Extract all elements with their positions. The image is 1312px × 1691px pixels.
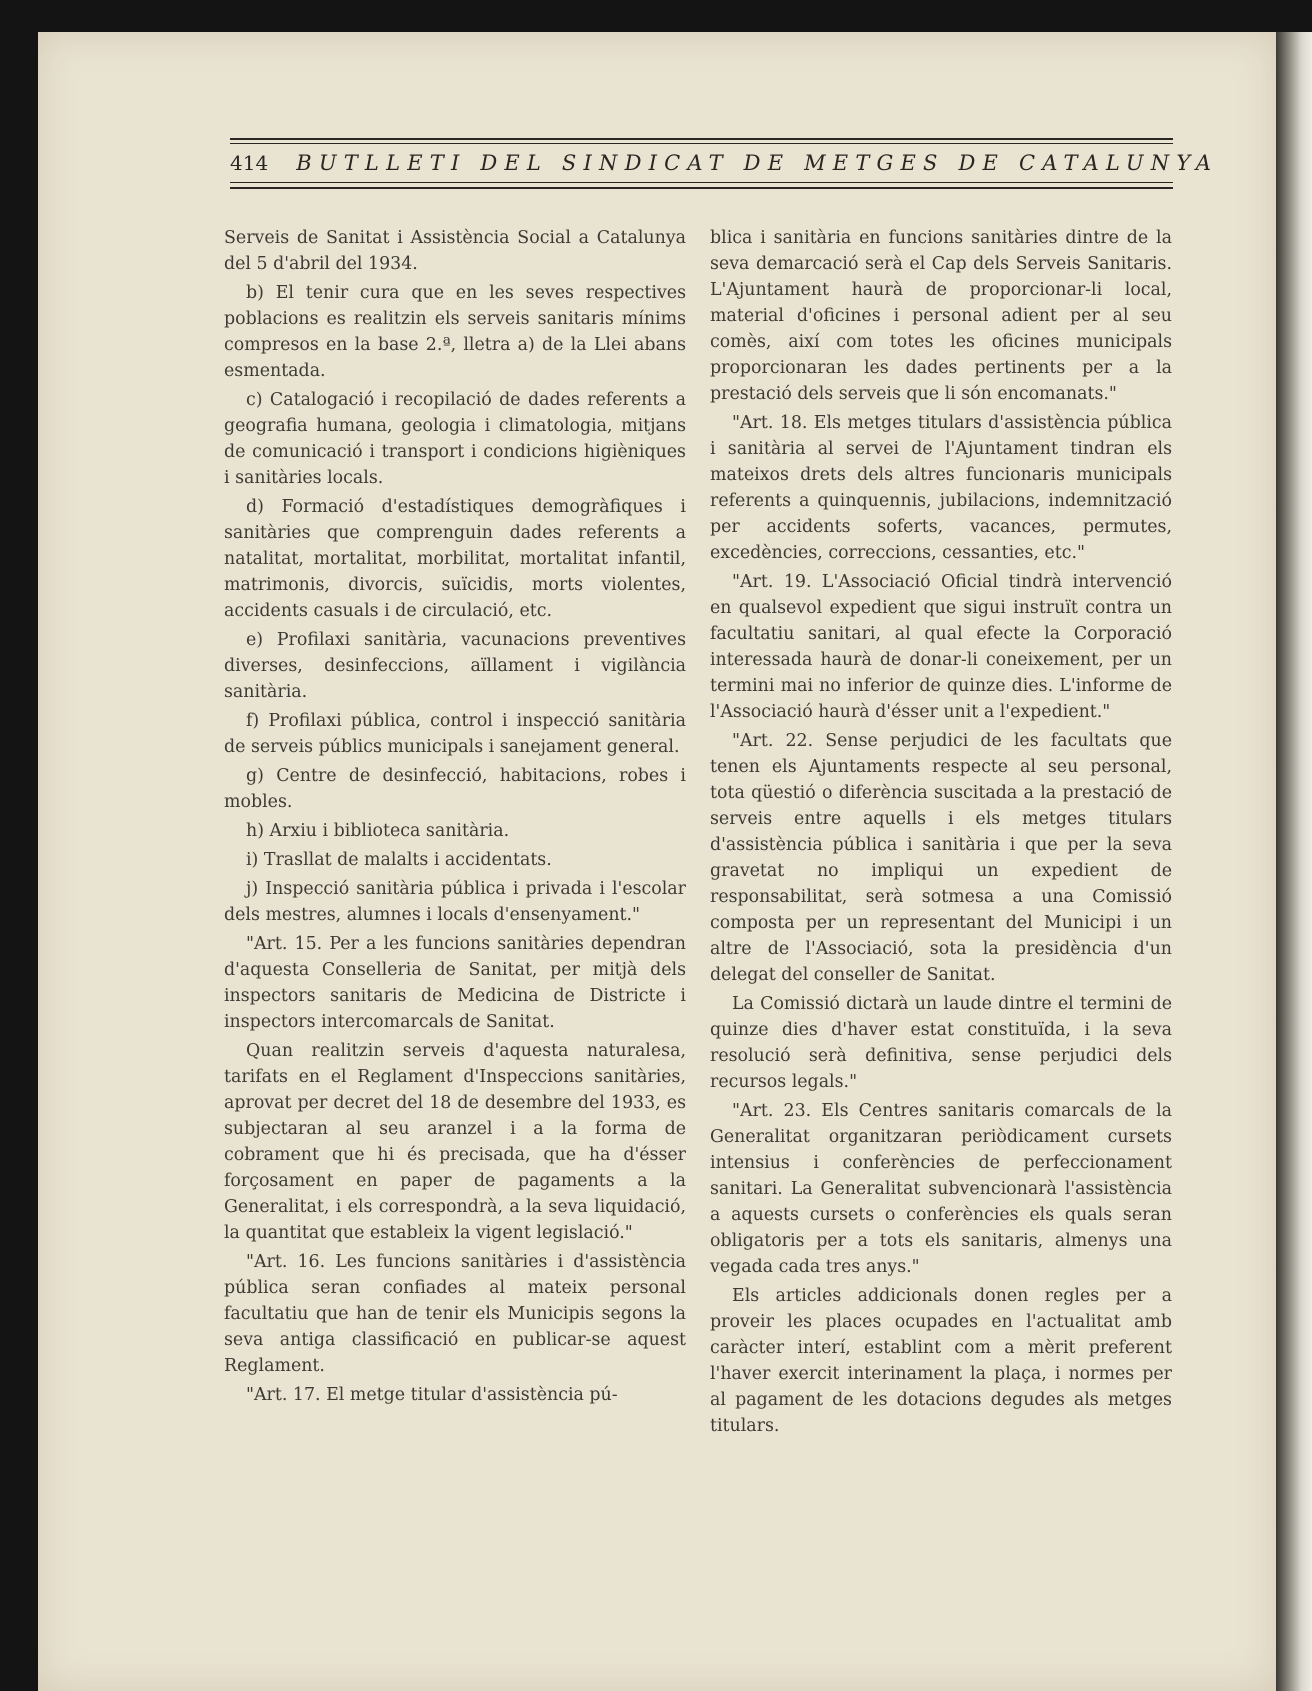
paragraph: "Art. 17. El metge titular d'assistència pú- xyxy=(246,1385,618,1405)
paragraph: h) Arxiu i biblioteca sanitària. xyxy=(246,821,510,841)
paragraph: d) Formació d'estadístiques demogràfiques i sanitàries que comprenguin dades referents a natalitat, mortalitat, morbilitat, mortalitat infantil, matrimonis, divorcis, suïcidis, morts violentes, accidents casuals i de circulació, etc. xyxy=(224,497,686,621)
page-edge-shadow xyxy=(1276,32,1312,1691)
paragraph: "Art. 18. Els metges titulars d'assistència pública i sanitària al servei de l'Ajuntament tindran els mateixos drets dels altres funcionaris municipals referents a quinquennis, jubilacions, indemnització per accidents soferts, vacances, permutes, excedències, correccions, cessanties, etc." xyxy=(710,413,1172,563)
header-bottom-rule xyxy=(230,187,1173,189)
header-text xyxy=(230,148,1219,178)
journal-title: BUTLLETI DEL SINDICAT DE METGES DE CATALUNYA xyxy=(296,151,1219,175)
paragraph: "Art. 15. Per a les funcions sanitàries dependran d'aquesta Conselleria de Sanitat, per mitjà dels inspectors sanitaris de Medicina de Districte i inspectors intercomarcals de Sanitat. xyxy=(224,934,686,1032)
header-top-rule-thin xyxy=(230,143,1173,144)
header-top-rule xyxy=(230,138,1173,140)
left-text-column xyxy=(224,225,686,1411)
paragraph: i) Trasllat de malalts i accidentats. xyxy=(246,850,552,870)
paragraph: b) El tenir cura que en les seves respectives poblacions es realitzin els serveis sanitaris mínims compresos en la base 2.ª, lletra a) de la Llei abans esmentada. xyxy=(224,283,686,381)
paragraph: blica i sanitària en funcions sanitàries dintre de la seva demarcació serà el Cap dels Serveis Sanitaris. L'Ajuntament haurà de proporcionar-li local, material d'oficines i personal adient per al seu comès, així com totes les oficines municipals proporcionaran les dades pertinents per a la prestació dels serveis que li són encomanats." xyxy=(710,228,1172,404)
paragraph: c) Catalogació i recopilació de dades referents a geografia humana, geologia i climatologia, mitjans de comunicació i transport i condicions higièniques i sanitàries locals. xyxy=(224,390,686,488)
paragraph: f) Profilaxi pública, control i inspecció sanitària de serveis públics municipals i sanejament general. xyxy=(224,711,686,757)
paragraph: g) Centre de desinfecció, habitacions, robes i mobles. xyxy=(224,766,686,812)
paragraph: La Comissió dictarà un laude dintre el termini de quinze dies d'haver estat constituïda, i la seva resolució serà definitiva, sense perjudici dels recursos legals." xyxy=(710,994,1172,1092)
paragraph: j) Inspecció sanitària pública i privada i l'escolar dels mestres, alumnes i locals d'ensenyament." xyxy=(224,879,686,925)
paragraph: "Art. 16. Les funcions sanitàries i d'assistència pública seran confiades al mateix personal facultatiu que han de tenir els Municipis segons la seva antiga classificació en publicar-se aquest Reglament. xyxy=(224,1252,686,1376)
paragraph: Els articles addicionals donen regles per a proveir les places ocupades en l'actualitat amb caràcter interí, establint com a mèrit preferent l'haver exercit interinament la plaça, i normes per al pagament de les dotacions degudes als metges titulars. xyxy=(710,1286,1172,1436)
paragraph: "Art. 19. L'Associació Oficial tindrà intervenció en qualsevol expedient que sigui instruït contra un facultatiu sanitari, al qual efecte la Corporació interessada haurà de donar-li coneixement, per un termini mai no inferior de quinze dies. L'informe de l'Associació haurà d'ésser unit a l'expedient." xyxy=(710,572,1172,722)
paragraph: Serveis de Sanitat i Assistència Social a Catalunya del 5 d'abril del 1934. xyxy=(224,228,686,274)
paragraph: Quan realitzin serveis d'aquesta naturalesa, tarifats en el Reglament d'Inspeccions sanitàries, aprovat per decret del 18 de desembre del 1933, es subjectaran al seu aranzel i a la forma de cobrament que hi és precisada, que ha d'ésser forçosament en paper de pagaments a la Generalitat, i els correspondrà, a la seva liquidació, la quantitat que estableix la vigent legislació." xyxy=(224,1041,686,1243)
paragraph: "Art. 22. Sense perjudici de les facultats que tenen els Ajuntaments respecte al seu personal, tota qüestió o diferència suscitada a la prestació de serveis entre aquells i els metges titulars d'assistència pública i sanitària i que per la seva gravetat no impliqui un expedient de responsabilitat, serà sotmesa a una Comissió composta per un representant del Municipi i un altre de l'Associació, sota la presidència d'un delegat del conseller de Sanitat. xyxy=(710,731,1172,985)
right-text-column xyxy=(710,225,1172,1442)
running-header xyxy=(230,138,1219,190)
page-number: 414 xyxy=(230,151,269,175)
paragraph: "Art. 23. Els Centres sanitaris comarcals de la Generalitat organitzaran periòdicament cursets intensius i conferències de perfeccionament sanitari. La Generalitat subvencionarà l'assistència a aquests cursets o conferències els quals seran obligatoris per a tots els sanitaris, almenys una vegada cada tres anys." xyxy=(710,1101,1172,1277)
paragraph: e) Profilaxi sanitària, vacunacions preventives diverses, desinfeccions, aïllament i vigilància sanitària. xyxy=(224,630,686,702)
header-bottom-rule-thin xyxy=(230,182,1173,183)
